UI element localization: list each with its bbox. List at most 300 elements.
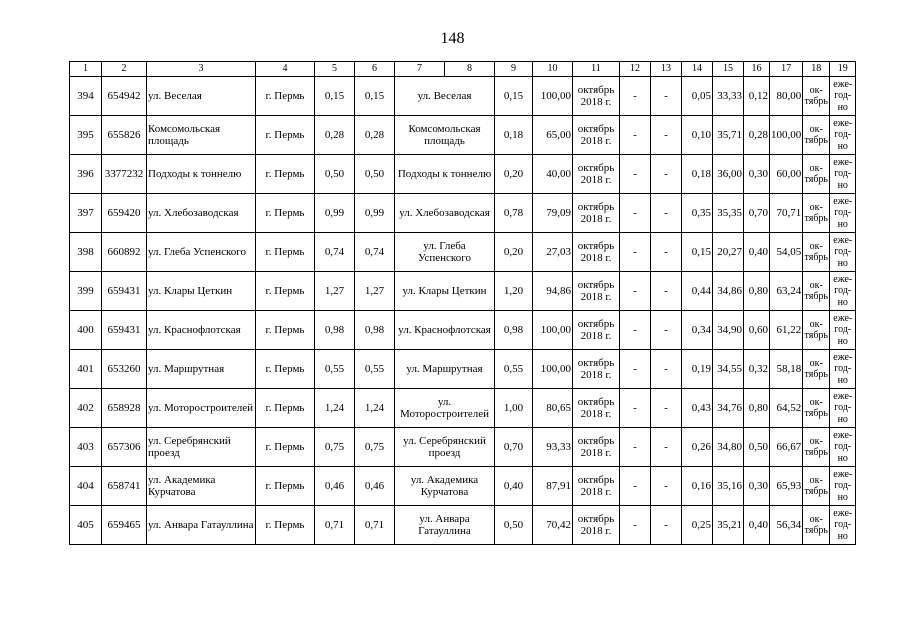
street-name: ул. Маршрутная bbox=[395, 350, 495, 389]
value-col-9: 0,40 bbox=[495, 467, 533, 506]
row-number: 394 bbox=[70, 77, 102, 116]
inspection-month bbox=[803, 155, 830, 194]
table-row bbox=[70, 389, 856, 428]
row-number: 399 bbox=[70, 272, 102, 311]
value-col-5: 0,46 bbox=[315, 467, 355, 506]
table-row bbox=[70, 467, 856, 506]
value-col-14: 0,44 bbox=[682, 272, 713, 311]
value-col-16: 0,80 bbox=[744, 389, 770, 428]
value-col-15: 35,35 bbox=[713, 194, 744, 233]
value-col-10: 65,00 bbox=[533, 116, 573, 155]
value-col-5: 0,75 bbox=[315, 428, 355, 467]
column-header: 18 bbox=[803, 62, 830, 77]
inspection-month bbox=[803, 389, 830, 428]
row-number: 402 bbox=[70, 389, 102, 428]
value-col-9: 0,55 bbox=[495, 350, 533, 389]
road-id: 657306 bbox=[102, 428, 147, 467]
inspection-date: октябрь 2018 г. bbox=[573, 311, 620, 350]
value-col-17: 64,52 bbox=[770, 389, 803, 428]
value-col-16: 0,32 bbox=[744, 350, 770, 389]
value-col-10: 70,42 bbox=[533, 506, 573, 545]
road-id: 655826 bbox=[102, 116, 147, 155]
value-col-6: 1,24 bbox=[355, 389, 395, 428]
value-col-13: - bbox=[651, 467, 682, 506]
table-row bbox=[70, 194, 856, 233]
inspection-date: октябрь 2018 г. bbox=[573, 467, 620, 506]
value-col-6: 0,75 bbox=[355, 428, 395, 467]
value-col-6: 0,55 bbox=[355, 350, 395, 389]
value-col-15: 35,71 bbox=[713, 116, 744, 155]
value-col-12: - bbox=[620, 506, 651, 545]
table-row bbox=[70, 155, 856, 194]
frequency bbox=[830, 311, 856, 350]
road-id: 654942 bbox=[102, 77, 147, 116]
word-fragment: еже- bbox=[833, 508, 853, 520]
street-name: ул. Моторостроителей bbox=[395, 389, 495, 428]
inspection-date: октябрь 2018 г. bbox=[573, 155, 620, 194]
value-col-14: 0,10 bbox=[682, 116, 713, 155]
word-fragment: ок- bbox=[809, 123, 823, 135]
value-col-17: 58,18 bbox=[770, 350, 803, 389]
value-col-15: 20,27 bbox=[713, 233, 744, 272]
word-fragment: тябрь bbox=[804, 369, 828, 380]
value-col-17: 63,24 bbox=[770, 272, 803, 311]
column-header: 19 bbox=[830, 62, 856, 77]
row-number: 395 bbox=[70, 116, 102, 155]
row-number: 396 bbox=[70, 155, 102, 194]
value-col-13: - bbox=[651, 77, 682, 116]
value-col-16: 0,50 bbox=[744, 428, 770, 467]
word-fragment: но bbox=[837, 257, 848, 269]
value-col-13: - bbox=[651, 350, 682, 389]
street-name: Подходы к тоннелю bbox=[395, 155, 495, 194]
column-header: 8 bbox=[445, 62, 495, 77]
value-col-16: 0,60 bbox=[744, 311, 770, 350]
value-col-14: 0,34 bbox=[682, 311, 713, 350]
value-col-16: 0,70 bbox=[744, 194, 770, 233]
value-col-5: 0,50 bbox=[315, 155, 355, 194]
word-fragment: тябрь bbox=[804, 135, 828, 146]
city: г. Пермь bbox=[256, 194, 315, 233]
value-col-14: 0,05 bbox=[682, 77, 713, 116]
frequency bbox=[830, 506, 856, 545]
value-col-12: - bbox=[620, 116, 651, 155]
value-col-16: 0,30 bbox=[744, 467, 770, 506]
value-col-5: 0,55 bbox=[315, 350, 355, 389]
value-col-15: 34,90 bbox=[713, 311, 744, 350]
word-fragment: ок- bbox=[809, 396, 823, 408]
column-header: 7 bbox=[395, 62, 445, 77]
word-fragment: еже- bbox=[833, 235, 853, 247]
value-col-12: - bbox=[620, 350, 651, 389]
road-id: 659420 bbox=[102, 194, 147, 233]
inspection-date: октябрь 2018 г. bbox=[573, 428, 620, 467]
road-registry-table bbox=[69, 61, 856, 545]
word-fragment: тябрь bbox=[804, 291, 828, 302]
value-col-16: 0,30 bbox=[744, 155, 770, 194]
city: г. Пермь bbox=[256, 350, 315, 389]
word-fragment: ок- bbox=[809, 357, 823, 369]
word-fragment: тябрь bbox=[804, 252, 828, 263]
inspection-month bbox=[803, 272, 830, 311]
table-body bbox=[70, 62, 856, 545]
value-col-9: 0,70 bbox=[495, 428, 533, 467]
value-col-6: 0,50 bbox=[355, 155, 395, 194]
word-fragment: но bbox=[837, 413, 848, 425]
word-fragment: ок- bbox=[809, 435, 823, 447]
value-col-9: 1,00 bbox=[495, 389, 533, 428]
value-col-9: 0,20 bbox=[495, 155, 533, 194]
word-fragment: год- bbox=[834, 441, 852, 453]
word-fragment: год- bbox=[834, 129, 852, 141]
value-col-5: 0,74 bbox=[315, 233, 355, 272]
value-col-14: 0,16 bbox=[682, 467, 713, 506]
road-id: 659431 bbox=[102, 311, 147, 350]
value-col-13: - bbox=[651, 506, 682, 545]
column-header: 13 bbox=[651, 62, 682, 77]
value-col-17: 66,67 bbox=[770, 428, 803, 467]
inspection-month bbox=[803, 428, 830, 467]
road-name: ул. Анвара Гатауллина bbox=[147, 506, 256, 545]
table-row bbox=[70, 506, 856, 545]
word-fragment: тябрь bbox=[804, 330, 828, 341]
value-col-17: 100,00 bbox=[770, 116, 803, 155]
word-fragment: год- bbox=[834, 168, 852, 180]
word-fragment: еже- bbox=[833, 196, 853, 208]
value-col-13: - bbox=[651, 233, 682, 272]
value-col-10: 87,91 bbox=[533, 467, 573, 506]
value-col-10: 100,00 bbox=[533, 77, 573, 116]
inspection-date: октябрь 2018 г. bbox=[573, 77, 620, 116]
word-fragment: но bbox=[837, 374, 848, 386]
inspection-month bbox=[803, 311, 830, 350]
road-name: ул. Академика Курчатова bbox=[147, 467, 256, 506]
value-col-13: - bbox=[651, 272, 682, 311]
road-id: 659431 bbox=[102, 272, 147, 311]
value-col-9: 0,20 bbox=[495, 233, 533, 272]
inspection-month bbox=[803, 467, 830, 506]
column-header: 5 bbox=[315, 62, 355, 77]
value-col-10: 79,09 bbox=[533, 194, 573, 233]
value-col-17: 54,05 bbox=[770, 233, 803, 272]
value-col-9: 0,78 bbox=[495, 194, 533, 233]
column-header: 16 bbox=[744, 62, 770, 77]
road-name: ул. Хлебозаводская bbox=[147, 194, 256, 233]
value-col-5: 0,71 bbox=[315, 506, 355, 545]
road-name: ул. Глеба Успенского bbox=[147, 233, 256, 272]
street-name: ул. Анвара Гатауллина bbox=[395, 506, 495, 545]
word-fragment: еже- bbox=[833, 157, 853, 169]
word-fragment: год- bbox=[834, 207, 852, 219]
word-fragment: год- bbox=[834, 519, 852, 531]
frequency bbox=[830, 77, 856, 116]
word-fragment: ок- bbox=[809, 162, 823, 174]
value-col-12: - bbox=[620, 155, 651, 194]
value-col-13: - bbox=[651, 194, 682, 233]
value-col-12: - bbox=[620, 272, 651, 311]
table-row bbox=[70, 77, 856, 116]
column-header: 10 bbox=[533, 62, 573, 77]
value-col-16: 0,12 bbox=[744, 77, 770, 116]
street-name: ул. Академика Курчатова bbox=[395, 467, 495, 506]
road-id: 658741 bbox=[102, 467, 147, 506]
column-header: 17 bbox=[770, 62, 803, 77]
row-number: 401 bbox=[70, 350, 102, 389]
word-fragment: еже- bbox=[833, 313, 853, 325]
inspection-date: октябрь 2018 г. bbox=[573, 350, 620, 389]
value-col-10: 93,33 bbox=[533, 428, 573, 467]
value-col-16: 0,40 bbox=[744, 233, 770, 272]
road-id: 658928 bbox=[102, 389, 147, 428]
frequency bbox=[830, 428, 856, 467]
word-fragment: год- bbox=[834, 480, 852, 492]
street-name: ул. Хлебозаводская bbox=[395, 194, 495, 233]
inspection-date: октябрь 2018 г. bbox=[573, 272, 620, 311]
value-col-14: 0,35 bbox=[682, 194, 713, 233]
value-col-13: - bbox=[651, 428, 682, 467]
value-col-16: 0,40 bbox=[744, 506, 770, 545]
street-name: ул. Серебрянский проезд bbox=[395, 428, 495, 467]
row-number: 403 bbox=[70, 428, 102, 467]
city: г. Пермь bbox=[256, 77, 315, 116]
value-col-16: 0,28 bbox=[744, 116, 770, 155]
value-col-6: 1,27 bbox=[355, 272, 395, 311]
word-fragment: год- bbox=[834, 324, 852, 336]
column-header: 12 bbox=[620, 62, 651, 77]
inspection-date: октябрь 2018 г. bbox=[573, 194, 620, 233]
table-row bbox=[70, 350, 856, 389]
value-col-6: 0,28 bbox=[355, 116, 395, 155]
word-fragment: но bbox=[837, 530, 848, 542]
word-fragment: еже- bbox=[833, 118, 853, 130]
value-col-15: 33,33 bbox=[713, 77, 744, 116]
city: г. Пермь bbox=[256, 389, 315, 428]
column-header: 9 bbox=[495, 62, 533, 77]
table-row bbox=[70, 272, 856, 311]
word-fragment: еже- bbox=[833, 469, 853, 481]
column-header: 3 bbox=[147, 62, 256, 77]
value-col-15: 35,21 bbox=[713, 506, 744, 545]
frequency bbox=[830, 194, 856, 233]
table-row bbox=[70, 233, 856, 272]
word-fragment: еже- bbox=[833, 430, 853, 442]
frequency bbox=[830, 389, 856, 428]
word-fragment: но bbox=[837, 179, 848, 191]
value-col-5: 0,15 bbox=[315, 77, 355, 116]
road-name: Подходы к тоннелю bbox=[147, 155, 256, 194]
value-col-13: - bbox=[651, 389, 682, 428]
value-col-5: 0,28 bbox=[315, 116, 355, 155]
word-fragment: еже- bbox=[833, 79, 853, 91]
inspection-month bbox=[803, 194, 830, 233]
word-fragment: год- bbox=[834, 246, 852, 258]
word-fragment: год- bbox=[834, 363, 852, 375]
road-name: ул. Серебрянский проезд bbox=[147, 428, 256, 467]
city: г. Пермь bbox=[256, 233, 315, 272]
word-fragment: но bbox=[837, 101, 848, 113]
inspection-month bbox=[803, 77, 830, 116]
word-fragment: еже- bbox=[833, 391, 853, 403]
inspection-date: октябрь 2018 г. bbox=[573, 389, 620, 428]
value-col-12: - bbox=[620, 467, 651, 506]
column-header: 11 bbox=[573, 62, 620, 77]
road-id: 660892 bbox=[102, 233, 147, 272]
word-fragment: ок- bbox=[809, 84, 823, 96]
column-header: 2 bbox=[102, 62, 147, 77]
frequency bbox=[830, 155, 856, 194]
value-col-6: 0,46 bbox=[355, 467, 395, 506]
table-header-row bbox=[70, 62, 856, 77]
value-col-13: - bbox=[651, 155, 682, 194]
street-name: Комсомольская площадь bbox=[395, 116, 495, 155]
row-number: 397 bbox=[70, 194, 102, 233]
value-col-12: - bbox=[620, 233, 651, 272]
city: г. Пермь bbox=[256, 155, 315, 194]
value-col-17: 80,00 bbox=[770, 77, 803, 116]
word-fragment: тябрь bbox=[804, 447, 828, 458]
street-name: ул. Веселая bbox=[395, 77, 495, 116]
value-col-14: 0,15 bbox=[682, 233, 713, 272]
table-row bbox=[70, 116, 856, 155]
value-col-10: 100,00 bbox=[533, 350, 573, 389]
inspection-month bbox=[803, 350, 830, 389]
inspection-month bbox=[803, 506, 830, 545]
city: г. Пермь bbox=[256, 311, 315, 350]
value-col-6: 0,99 bbox=[355, 194, 395, 233]
column-header: 4 bbox=[256, 62, 315, 77]
road-id: 653260 bbox=[102, 350, 147, 389]
value-col-5: 1,24 bbox=[315, 389, 355, 428]
word-fragment: ок- bbox=[809, 513, 823, 525]
street-name: ул. Клары Цеткин bbox=[395, 272, 495, 311]
road-id: 659465 bbox=[102, 506, 147, 545]
road-name: ул. Краснофлотская bbox=[147, 311, 256, 350]
frequency bbox=[830, 467, 856, 506]
value-col-12: - bbox=[620, 194, 651, 233]
road-name: ул. Веселая bbox=[147, 77, 256, 116]
street-name: ул. Глеба Успенского bbox=[395, 233, 495, 272]
value-col-9: 0,50 bbox=[495, 506, 533, 545]
word-fragment: тябрь bbox=[804, 174, 828, 185]
inspection-month bbox=[803, 116, 830, 155]
value-col-10: 80,65 bbox=[533, 389, 573, 428]
value-col-6: 0,71 bbox=[355, 506, 395, 545]
column-header: 14 bbox=[682, 62, 713, 77]
table-row bbox=[70, 311, 856, 350]
word-fragment: но bbox=[837, 296, 848, 308]
word-fragment: ок- bbox=[809, 318, 823, 330]
value-col-15: 36,00 bbox=[713, 155, 744, 194]
word-fragment: но bbox=[837, 491, 848, 503]
word-fragment: но bbox=[837, 452, 848, 464]
word-fragment: ок- bbox=[809, 474, 823, 486]
word-fragment: еже- bbox=[833, 274, 853, 286]
value-col-14: 0,25 bbox=[682, 506, 713, 545]
city: г. Пермь bbox=[256, 116, 315, 155]
row-number: 398 bbox=[70, 233, 102, 272]
value-col-9: 1,20 bbox=[495, 272, 533, 311]
frequency bbox=[830, 350, 856, 389]
row-number: 404 bbox=[70, 467, 102, 506]
value-col-13: - bbox=[651, 311, 682, 350]
city: г. Пермь bbox=[256, 467, 315, 506]
value-col-9: 0,98 bbox=[495, 311, 533, 350]
frequency bbox=[830, 116, 856, 155]
city: г. Пермь bbox=[256, 506, 315, 545]
value-col-5: 0,99 bbox=[315, 194, 355, 233]
page-number: 148 bbox=[440, 30, 465, 47]
value-col-5: 1,27 bbox=[315, 272, 355, 311]
value-col-6: 0,98 bbox=[355, 311, 395, 350]
inspection-date: октябрь 2018 г. bbox=[573, 506, 620, 545]
inspection-month bbox=[803, 233, 830, 272]
table-row bbox=[70, 428, 856, 467]
row-number: 400 bbox=[70, 311, 102, 350]
street-name: ул. Краснофлотская bbox=[395, 311, 495, 350]
frequency bbox=[830, 233, 856, 272]
inspection-date: октябрь 2018 г. bbox=[573, 233, 620, 272]
value-col-6: 0,15 bbox=[355, 77, 395, 116]
word-fragment: тябрь bbox=[804, 486, 828, 497]
value-col-14: 0,18 bbox=[682, 155, 713, 194]
road-name: ул. Клары Цеткин bbox=[147, 272, 256, 311]
word-fragment: год- bbox=[834, 402, 852, 414]
word-fragment: но bbox=[837, 140, 848, 152]
value-col-6: 0,74 bbox=[355, 233, 395, 272]
word-fragment: тябрь bbox=[804, 213, 828, 224]
value-col-9: 0,18 bbox=[495, 116, 533, 155]
word-fragment: но bbox=[837, 335, 848, 347]
column-header: 15 bbox=[713, 62, 744, 77]
word-fragment: еже- bbox=[833, 352, 853, 364]
value-col-17: 56,34 bbox=[770, 506, 803, 545]
value-col-17: 65,93 bbox=[770, 467, 803, 506]
value-col-12: - bbox=[620, 77, 651, 116]
value-col-12: - bbox=[620, 311, 651, 350]
word-fragment: тябрь bbox=[804, 408, 828, 419]
value-col-14: 0,26 bbox=[682, 428, 713, 467]
row-number: 405 bbox=[70, 506, 102, 545]
value-col-13: - bbox=[651, 116, 682, 155]
value-col-17: 70,71 bbox=[770, 194, 803, 233]
value-col-5: 0,98 bbox=[315, 311, 355, 350]
word-fragment: ок- bbox=[809, 279, 823, 291]
value-col-9: 0,15 bbox=[495, 77, 533, 116]
frequency bbox=[830, 272, 856, 311]
word-fragment: тябрь bbox=[804, 525, 828, 536]
road-name: Комсомольская площадь bbox=[147, 116, 256, 155]
value-col-10: 94,86 bbox=[533, 272, 573, 311]
value-col-15: 34,86 bbox=[713, 272, 744, 311]
value-col-15: 34,76 bbox=[713, 389, 744, 428]
column-header: 1 bbox=[70, 62, 102, 77]
value-col-10: 40,00 bbox=[533, 155, 573, 194]
column-header: 6 bbox=[355, 62, 395, 77]
word-fragment: год- bbox=[834, 90, 852, 102]
road-name: ул. Маршрутная bbox=[147, 350, 256, 389]
value-col-12: - bbox=[620, 428, 651, 467]
word-fragment: но bbox=[837, 218, 848, 230]
value-col-16: 0,80 bbox=[744, 272, 770, 311]
road-id: 3377232 bbox=[102, 155, 147, 194]
value-col-14: 0,19 bbox=[682, 350, 713, 389]
value-col-15: 34,55 bbox=[713, 350, 744, 389]
word-fragment: ок- bbox=[809, 240, 823, 252]
value-col-14: 0,43 bbox=[682, 389, 713, 428]
word-fragment: тябрь bbox=[804, 96, 828, 107]
city: г. Пермь bbox=[256, 428, 315, 467]
value-col-15: 34,80 bbox=[713, 428, 744, 467]
